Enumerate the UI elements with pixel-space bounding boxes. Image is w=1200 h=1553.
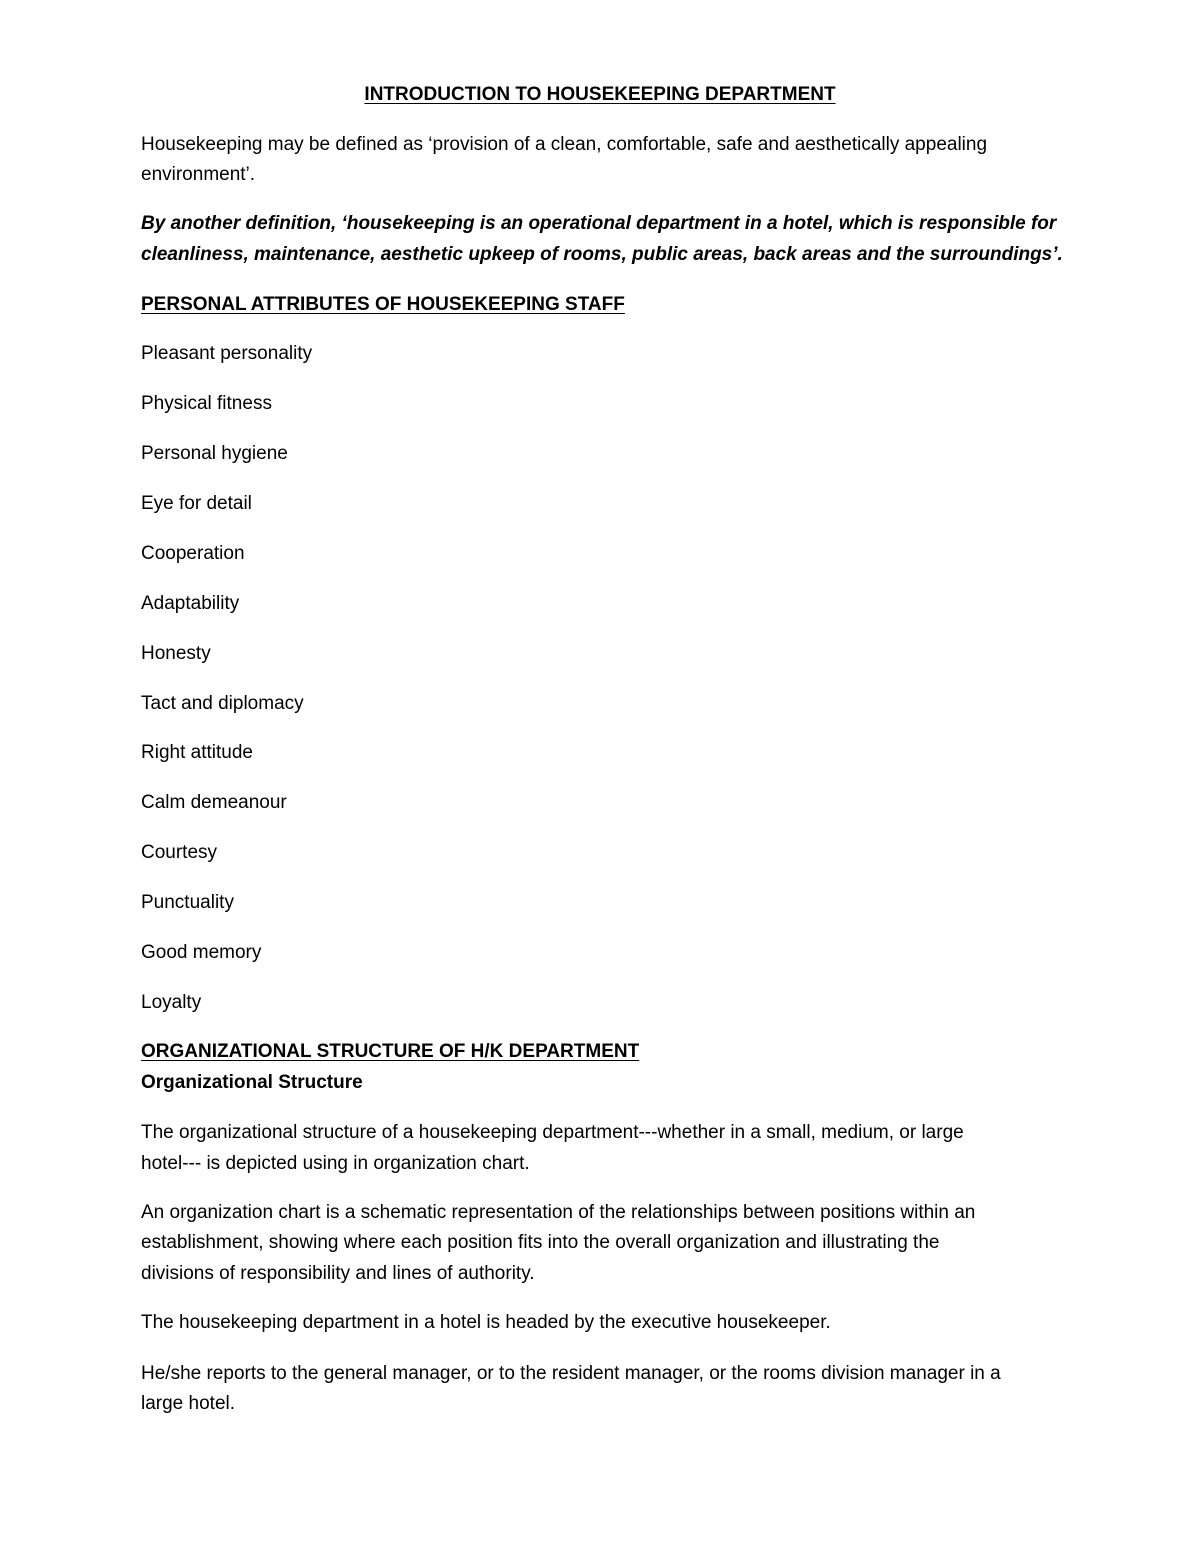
attribute-list-item: Calm demeanour — [141, 792, 287, 813]
attribute-list-item: Right attitude — [141, 742, 253, 763]
definition-text-line: By another definition, ‘housekeeping is an operational department in a hotel, which is responsible for — [141, 213, 1057, 234]
attribute-list-item: Courtesy — [141, 842, 218, 863]
attribute-list-item: Loyalty — [141, 992, 202, 1013]
attribute-list-item: Good memory — [141, 942, 262, 963]
structure-paragraph-line: large hotel. — [141, 1393, 236, 1414]
structure-paragraph-line: establishment, showing where each position fits into the overall organization and illustrating the — [141, 1232, 940, 1253]
intro-text-line: environment’. — [141, 164, 256, 185]
structure-paragraph-line: divisions of responsibility and lines of authority. — [141, 1263, 535, 1284]
document-title: INTRODUCTION TO HOUSEKEEPING DEPARTMENT — [364, 84, 836, 105]
structure-paragraph-line: The housekeeping department in a hotel is headed by the executive housekeeper. — [141, 1312, 831, 1333]
attribute-list-item: Pleasant personality — [141, 343, 313, 364]
attribute-list-item: Eye for detail — [141, 493, 252, 514]
structure-paragraph-line: He/she reports to the general manager, or to the resident manager, or the rooms division manager in a — [141, 1363, 1001, 1384]
structure-heading: ORGANIZATIONAL STRUCTURE OF H/K DEPARTMENT — [141, 1041, 640, 1062]
structure-subheading: Organizational Structure — [141, 1072, 363, 1093]
structure-paragraph-line: An organization chart is a schematic representation of the relationships between positions within an — [141, 1202, 976, 1223]
attribute-list-item: Cooperation — [141, 543, 245, 564]
attribute-list-item: Personal hygiene — [141, 443, 288, 464]
definition-text-line: cleanliness, maintenance, aesthetic upkeep of rooms, public areas, back areas and the surroundings’. — [141, 244, 1063, 265]
attributes-heading: PERSONAL ATTRIBUTES OF HOUSEKEEPING STAFF — [141, 294, 625, 315]
structure-paragraph-line: hotel--- is depicted using in organization chart. — [141, 1153, 530, 1174]
attribute-list-item: Punctuality — [141, 892, 234, 913]
attribute-list-item: Adaptability — [141, 593, 240, 614]
attribute-list-item: Tact and diplomacy — [141, 693, 304, 714]
structure-paragraph-line: The organizational structure of a housekeeping department---whether in a small, medium, or large — [141, 1122, 964, 1143]
attribute-list-item: Honesty — [141, 643, 211, 664]
intro-text-line: Housekeeping may be defined as ‘provision of a clean, comfortable, safe and aesthetically appealing — [141, 134, 988, 155]
attribute-list-item: Physical fitness — [141, 393, 272, 414]
